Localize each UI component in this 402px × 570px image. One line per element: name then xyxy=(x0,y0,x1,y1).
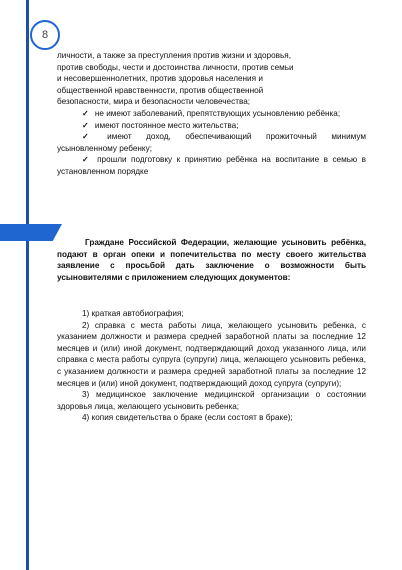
intro-line: безопасности, мира и безопасности человечества; xyxy=(57,97,251,107)
intro-text-block xyxy=(57,50,366,178)
intro-line: личности, а также за преступления против жизни и здоровья, xyxy=(57,51,291,60)
lead-paragraph xyxy=(57,237,366,283)
document-item: 4) копия свидетельства о браке (если состоят в браке); xyxy=(82,413,293,423)
documents-list xyxy=(57,308,366,424)
intro-line: общественной нравственности, против общественной xyxy=(57,85,264,95)
check-item: ✓ имеют доход, обеспечивающий прожиточный минимум усыновленному ребенку; xyxy=(57,131,366,154)
check-item: ✓ прошли подготовку к принятию ребёнка на воспитание в семью в установленном порядке xyxy=(57,154,366,177)
page-number: 8 xyxy=(41,29,49,41)
section-ribbon xyxy=(0,224,62,241)
document-item: 2) справка с места работы лица, желающего усыновить ребенка, с указанием должности и размера средней заработной платы за последние 12 месяцев и (или) иной документ, подтверждающий доход указанного лица, или справка с места работы супруга (супруги) лица, желающего усыновить ребенка, с указанием должности и размера средней заработной платы за последние 12 месяцев и (или) иной документ, подтверждающий доход супруга (супруги); xyxy=(57,320,366,388)
intro-line: против свободы, чести и достоинства личности, против семьи xyxy=(57,62,294,72)
document-item: 1) краткая автобиография; xyxy=(82,309,184,318)
lead-paragraph-text: Граждане Российской Федерации, желающие усыновить ребёнка, подают в орган опеки и попечительства по месту своего жительства заявление с просьбой дать заключение о возможности быть усыновителями с приложением следующих документов: xyxy=(57,238,366,282)
check-item: ✓ не имеют заболеваний, препятствующих усыновлению ребёнка; xyxy=(57,108,366,120)
intro-line: и несовершеннолетних, против здоровья населения и xyxy=(57,74,263,84)
check-item: ✓ имеют постоянное место жительства; xyxy=(57,120,366,132)
left-margin-bar xyxy=(26,0,29,570)
page-number-badge xyxy=(30,20,60,50)
document-item: 3) медицинское заключение медицинской организации о состоянии здоровья лица, желающего усыновить ребенка; xyxy=(57,390,366,411)
